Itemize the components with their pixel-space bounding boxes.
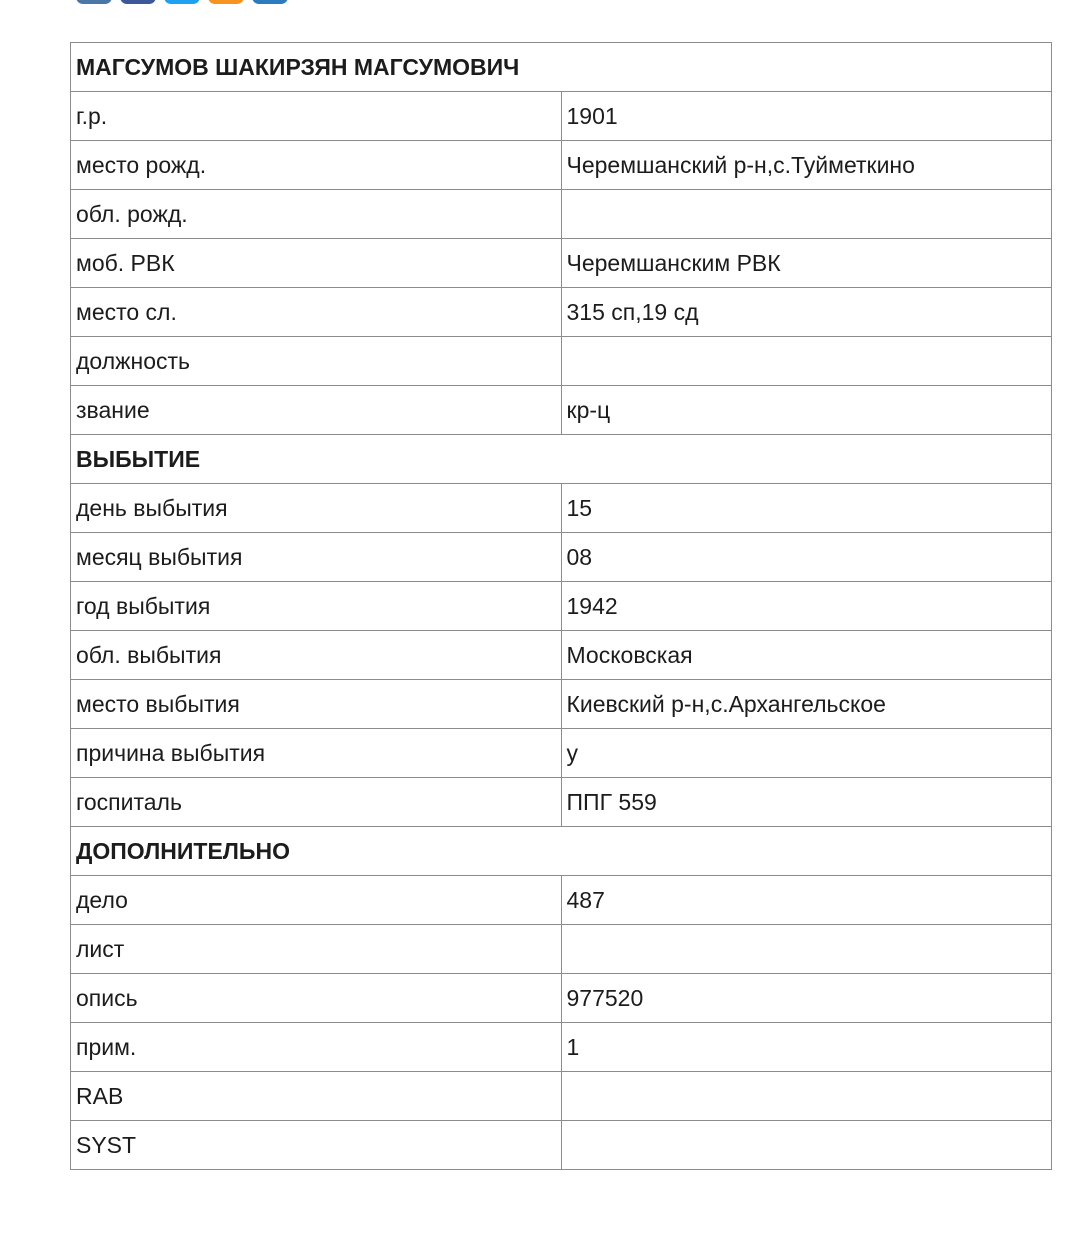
field-value: у <box>561 729 1052 778</box>
soldier-record-table <box>70 42 1052 1170</box>
field-label: госпиталь <box>71 778 562 827</box>
field-value: Черемшанский р-н,с.Туйметкино <box>561 141 1052 190</box>
field-label: место выбытия <box>71 680 562 729</box>
field-label: звание <box>71 386 562 435</box>
table-row <box>71 288 1052 337</box>
field-value <box>561 925 1052 974</box>
table-row <box>71 631 1052 680</box>
table-row <box>71 925 1052 974</box>
field-label: место рожд. <box>71 141 562 190</box>
field-value: 1942 <box>561 582 1052 631</box>
table-row <box>71 484 1052 533</box>
table-row <box>71 974 1052 1023</box>
field-label: год выбытия <box>71 582 562 631</box>
table-row <box>71 92 1052 141</box>
field-value: Черемшанским РВК <box>561 239 1052 288</box>
field-value <box>561 1121 1052 1170</box>
field-label: день выбытия <box>71 484 562 533</box>
share-buttons-bar <box>76 0 288 4</box>
section-title-additional: ДОПОЛНИТЕЛЬНО <box>71 827 1052 876</box>
field-value <box>561 337 1052 386</box>
person-name: МАГСУМОВ ШАКИРЗЯН МАГСУМОВИЧ <box>71 43 1052 92</box>
field-value: кр-ц <box>561 386 1052 435</box>
field-value: 977520 <box>561 974 1052 1023</box>
table-row <box>71 778 1052 827</box>
field-value: ППГ 559 <box>561 778 1052 827</box>
field-value: Киевский р-н,с.Архангельское <box>561 680 1052 729</box>
field-label: месяц выбытия <box>71 533 562 582</box>
field-label: г.р. <box>71 92 562 141</box>
field-label: опись <box>71 974 562 1023</box>
field-label: должность <box>71 337 562 386</box>
table-row <box>71 1023 1052 1072</box>
field-value: 315 сп,19 сд <box>561 288 1052 337</box>
table-row <box>71 876 1052 925</box>
table-row <box>71 386 1052 435</box>
table-row <box>71 582 1052 631</box>
table-row <box>71 1121 1052 1170</box>
field-value <box>561 1072 1052 1121</box>
table-row <box>71 533 1052 582</box>
section-title-departure: ВЫБЫТИЕ <box>71 435 1052 484</box>
field-label: прим. <box>71 1023 562 1072</box>
field-value <box>561 190 1052 239</box>
record-name-row <box>71 43 1052 92</box>
table-row <box>71 1072 1052 1121</box>
field-label: место сл. <box>71 288 562 337</box>
field-label: обл. рожд. <box>71 190 562 239</box>
field-value: Московская <box>561 631 1052 680</box>
field-value: 08 <box>561 533 1052 582</box>
odnoklassniki-share-button[interactable] <box>208 0 244 4</box>
linkedin-share-button[interactable] <box>252 0 288 4</box>
table-row <box>71 729 1052 778</box>
section-header-row <box>71 435 1052 484</box>
table-row <box>71 680 1052 729</box>
field-label: обл. выбытия <box>71 631 562 680</box>
field-label: SYST <box>71 1121 562 1170</box>
field-label: лист <box>71 925 562 974</box>
field-value: 1901 <box>561 92 1052 141</box>
field-label: RAB <box>71 1072 562 1121</box>
twitter-share-button[interactable] <box>164 0 200 4</box>
field-label: дело <box>71 876 562 925</box>
table-row <box>71 239 1052 288</box>
table-row <box>71 190 1052 239</box>
facebook-share-button[interactable] <box>120 0 156 4</box>
section-header-row <box>71 827 1052 876</box>
field-value: 1 <box>561 1023 1052 1072</box>
field-value: 487 <box>561 876 1052 925</box>
field-label: моб. РВК <box>71 239 562 288</box>
vk-share-button[interactable] <box>76 0 112 4</box>
field-value: 15 <box>561 484 1052 533</box>
field-label: причина выбытия <box>71 729 562 778</box>
table-row <box>71 337 1052 386</box>
table-row <box>71 141 1052 190</box>
